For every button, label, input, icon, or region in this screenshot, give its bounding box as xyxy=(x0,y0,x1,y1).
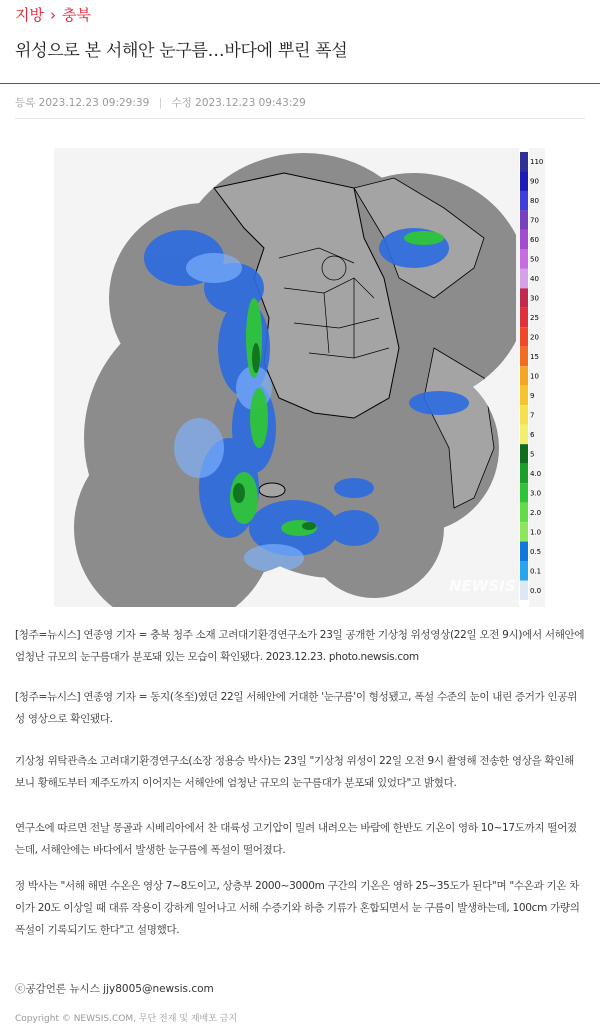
legend-label: 40 xyxy=(530,275,539,284)
legend-swatch xyxy=(520,503,528,522)
legend-swatch xyxy=(520,171,528,190)
legend-label: 30 xyxy=(530,294,539,303)
legend-label: 4.0 xyxy=(530,469,542,478)
article-dates xyxy=(15,95,306,110)
legend-label: 20 xyxy=(530,333,539,342)
title-divider xyxy=(0,83,600,84)
legend-swatch xyxy=(520,425,528,444)
legend-swatch xyxy=(520,464,528,483)
legend-label: 70 xyxy=(530,216,539,225)
legend-swatch xyxy=(520,366,528,385)
watermark: NEWSIS xyxy=(449,577,516,595)
copyright-notice: Copyright © NEWSIS.COM, 무단 전재 및 재배포 금지 xyxy=(15,1014,238,1024)
date-separator: | xyxy=(158,97,163,109)
radar-image[interactable] xyxy=(54,148,545,607)
legend-swatch xyxy=(520,269,528,288)
article-paragraph: 기상청 위탁관측소 고려대기환경연구소(소장 정용승 박사)는 23일 "기상청 위성이 22일 오전 9시 촬영해 전송한 영상을 확인해 보니 황해도부터 제주도까지 이어지는 서해안에 엄청난 규모의 눈구름대가 분포돼 있었다"고 밝혔다. xyxy=(15,755,575,789)
article-title: 위성으로 본 서해안 눈구름…바다에 뿌린 폭설 xyxy=(15,41,348,61)
legend-label: 3.0 xyxy=(530,489,542,498)
breadcrumb xyxy=(15,4,91,25)
legend-swatch xyxy=(520,386,528,405)
legend-swatch xyxy=(520,542,528,561)
legend-swatch xyxy=(520,230,528,249)
legend-label: 9 xyxy=(530,391,535,400)
legend-label: 80 xyxy=(530,197,539,206)
modified-label: 수정 xyxy=(171,97,192,109)
legend-label: 5 xyxy=(530,450,535,459)
legend-label: 25 xyxy=(530,314,539,323)
legend-swatch xyxy=(520,152,528,171)
legend-swatch xyxy=(520,249,528,268)
author-credit: ⓒ공감언론 뉴시스 jjy8005@newsis.com xyxy=(15,983,214,995)
legend-label: 6 xyxy=(530,430,535,439)
legend-label: 10 xyxy=(530,372,539,381)
legend-swatch xyxy=(520,308,528,327)
modified-date: 2023.12.23 09:43:29 xyxy=(195,97,306,109)
legend-swatch xyxy=(520,483,528,502)
legend-swatch xyxy=(520,191,528,210)
legend-label: 15 xyxy=(530,353,539,362)
legend-swatch xyxy=(520,561,528,580)
legend-swatch xyxy=(520,522,528,541)
legend-label: 90 xyxy=(530,177,539,186)
legend-swatch xyxy=(520,347,528,366)
legend-label: 50 xyxy=(530,255,539,264)
legend-swatch xyxy=(520,444,528,463)
legend-label: 7 xyxy=(530,411,535,420)
legend-label: 0.5 xyxy=(530,547,542,556)
registered-date: 2023.12.23 09:29:39 xyxy=(38,97,150,109)
legend-swatch xyxy=(520,288,528,307)
legend-label: 60 xyxy=(530,236,539,245)
legend-swatch xyxy=(520,405,528,424)
legend-label: 0.1 xyxy=(530,567,542,576)
legend-label: 1.0 xyxy=(530,528,542,537)
breadcrumb-subsection-link[interactable]: 충북 xyxy=(61,6,91,24)
legend-swatch xyxy=(520,327,528,346)
breadcrumb-section-link[interactable]: 지방 xyxy=(15,6,44,24)
legend-swatch xyxy=(520,581,528,600)
legend-swatch xyxy=(520,210,528,229)
article-paragraph: 연구소에 따르면 전날 몽골과 시베리아에서 찬 대륙성 고기압이 밀려 내려오는 바람에 한반도 기온이 영하 10~17도까지 떨어졌는데, 서해안에는 바다에서 발생한 눈구름에 폭설이 떨어졌다. xyxy=(15,822,577,856)
article-paragraph: [청주=뉴시스] 연종영 기자 = 동지(冬至)였던 22일 서해안에 거대한 '눈구름'이 형성됐고, 폭설 수준의 눈이 내린 증거가 인공위성 영상으로 확인됐다. xyxy=(15,691,578,725)
photo-caption: [청주=뉴시스] 연종영 기자 = 충북 청주 소재 고려대기환경연구소가 23일 공개한 기상청 위성영상(22일 오전 9시)에서 서해안에 엄청난 규모의 눈구름대가 분포돼 있는 모습이 확인됐다. 2023.12.23. photo.newsis.com xyxy=(15,629,585,663)
article-paragraph: 정 박사는 "서해 해면 수온은 영상 7~8도이고, 상층부 2000~3000m 구간의 기온은 영하 25~35도가 된다"며 "수온과 기온 차이가 20도 이상일 때 대류 작용이 강하게 일어나고 서해 수증기와 하층 기류가 혼합되면서 눈 구름이 발생하는데, 100cm 가량의 폭설이 기록되기도 한다"고 설명했다. xyxy=(15,880,580,936)
meta-divider xyxy=(15,118,585,119)
legend-label: 2.0 xyxy=(530,508,542,517)
legend-label: 110 xyxy=(530,158,544,167)
chevron-right-icon: › xyxy=(49,5,56,24)
registered-label: 등록 xyxy=(15,97,36,109)
legend-label: 0.0 xyxy=(530,586,542,595)
